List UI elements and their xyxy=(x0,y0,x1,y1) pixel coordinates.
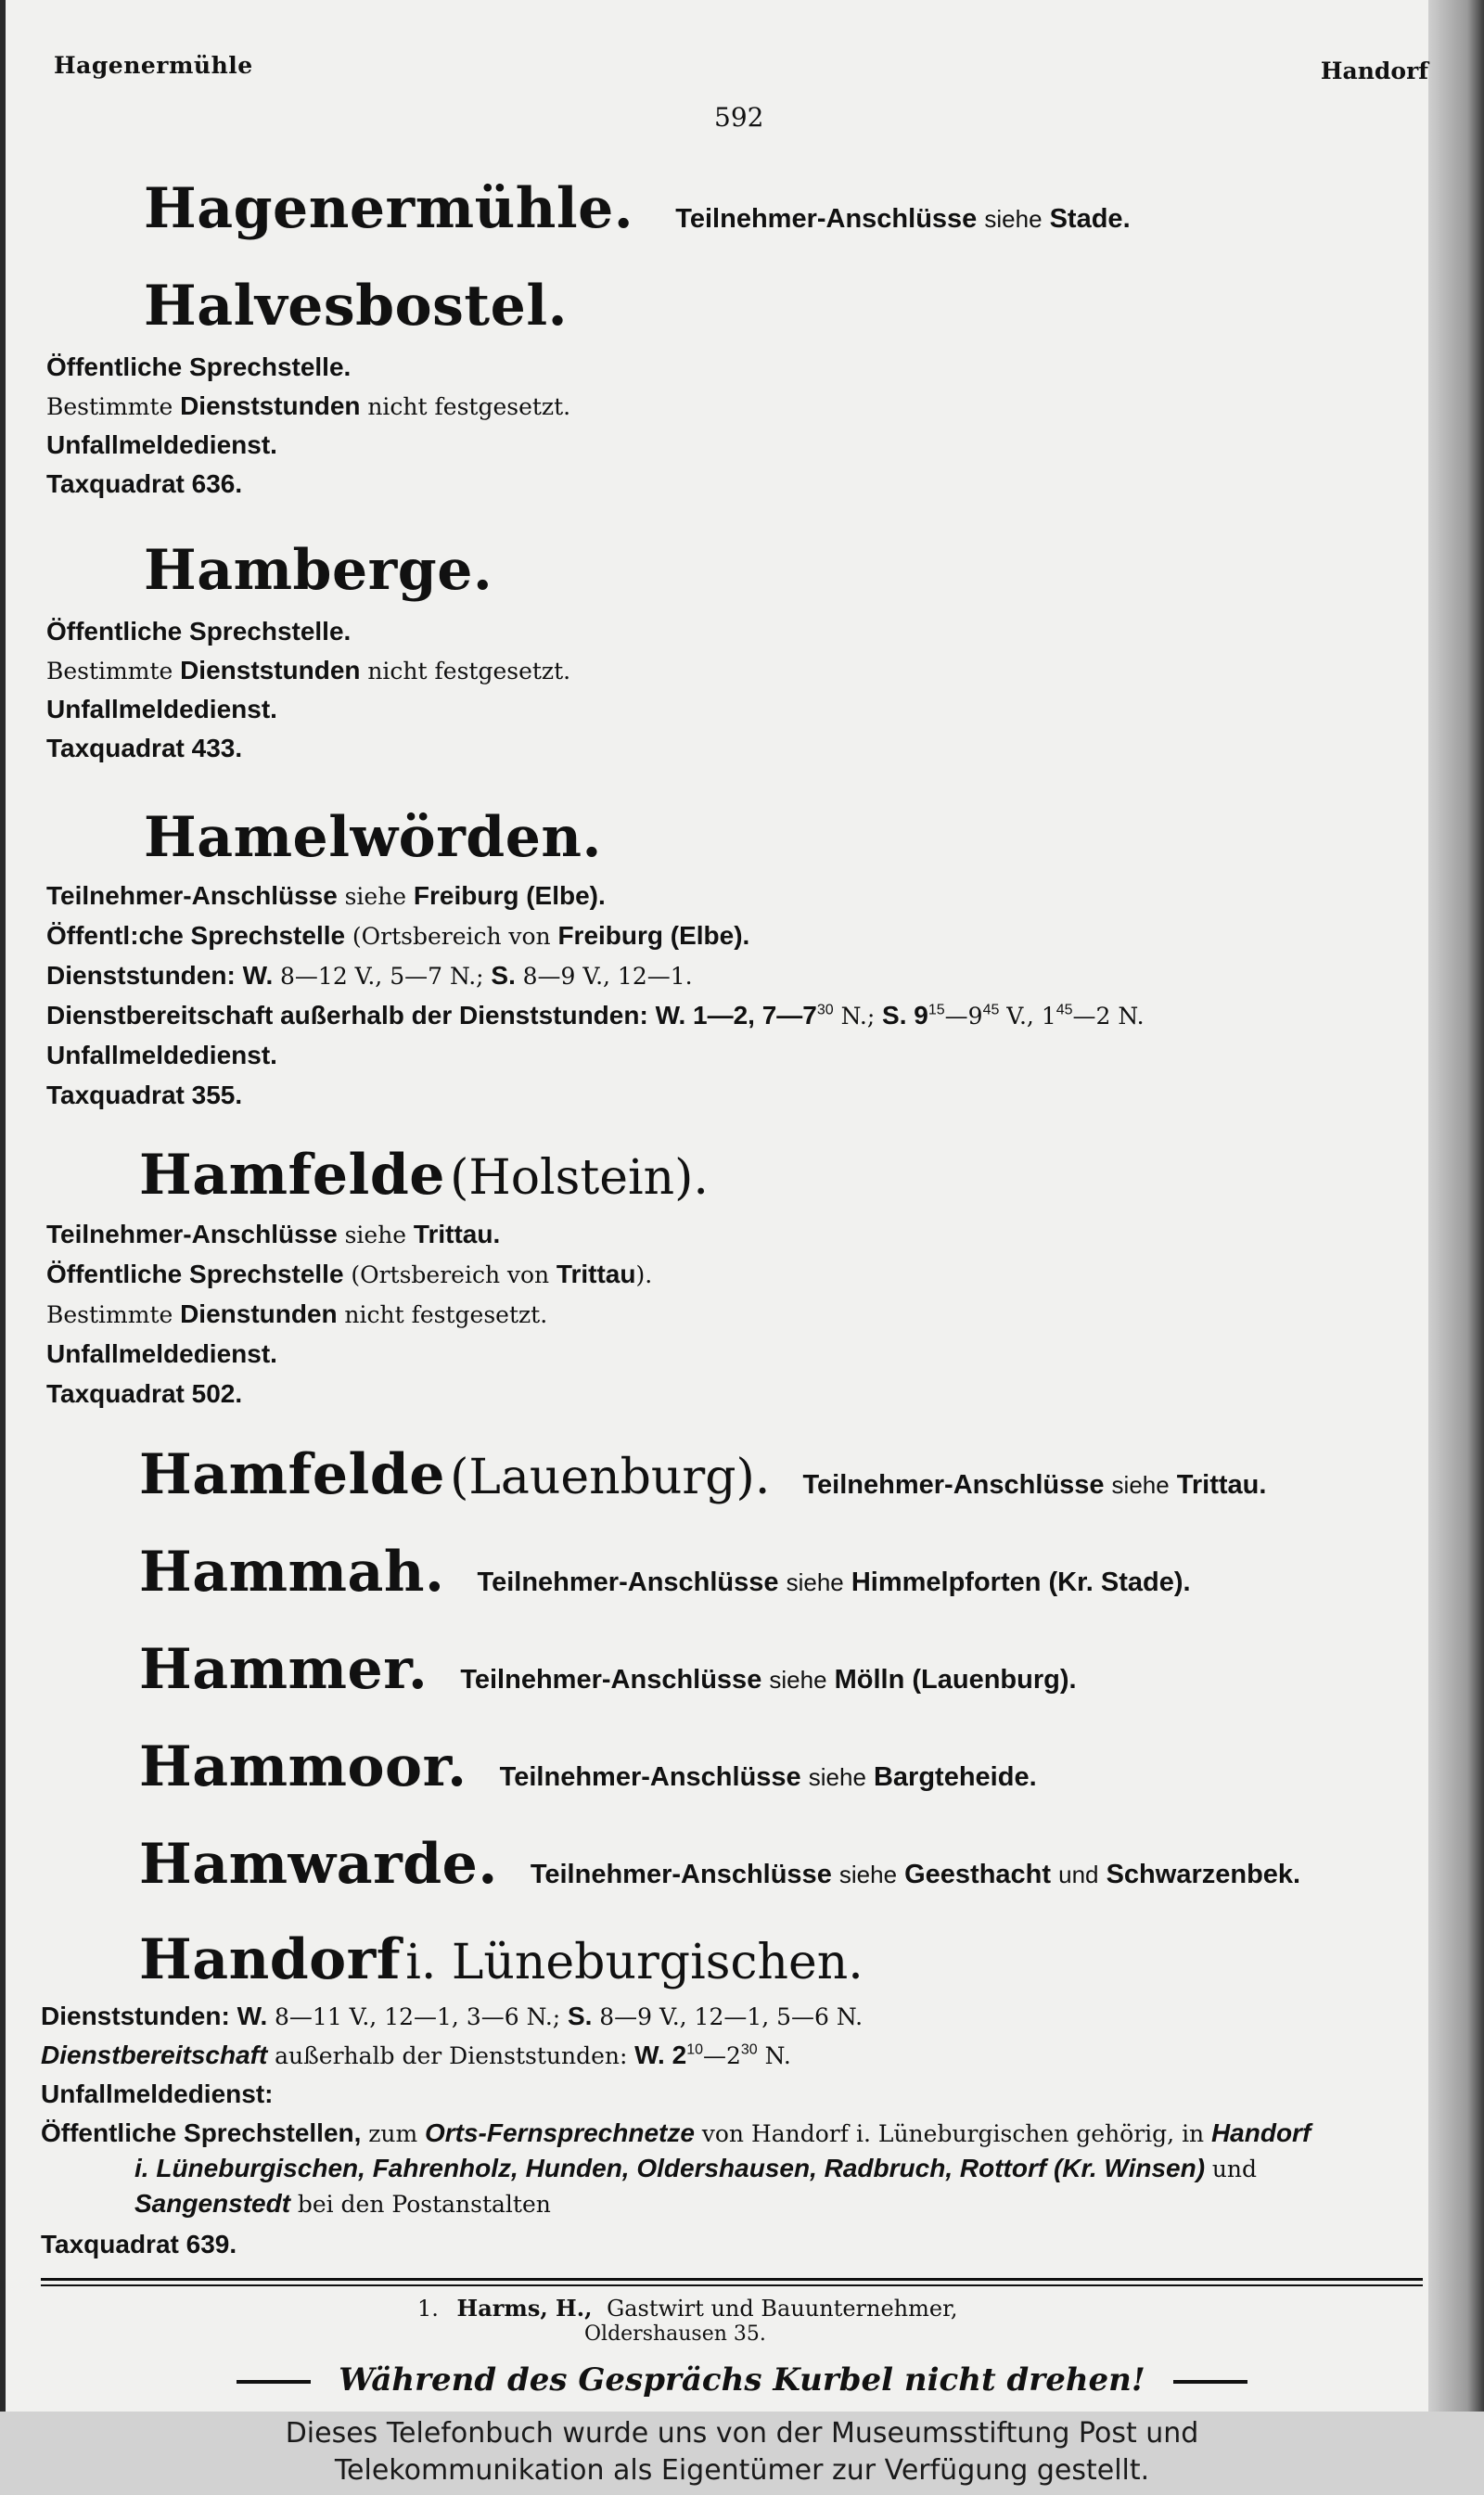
public-phone-line: Öffentliche Sprechstelle (Ortsbereich von Trittau). xyxy=(46,1260,653,1288)
public-phone-line: Öffentliche Sprechstelle. xyxy=(46,352,352,381)
footer-line-1: Dieses Telefonbuch wurde uns von der Museumsstiftung Post und xyxy=(285,2417,1199,2450)
divider-rule xyxy=(41,2278,1423,2281)
service-hours-line: Dienststunden: W. 8—12 V., 5—7 N.; S. 8—9 V., 12—1. xyxy=(46,961,693,990)
tax-square-line: Taxquadrat 502. xyxy=(46,1379,243,1408)
place-name: Halvesbostel. xyxy=(144,274,568,339)
tax-square-line: Taxquadrat 433. xyxy=(46,734,243,762)
footer-line-2: Telekommunikation als Eigentümer zur Verfügung gestellt. xyxy=(334,2454,1150,2487)
accident-service-line: Unfallmeldedienst. xyxy=(46,1041,277,1069)
place-region: (Holstein). xyxy=(450,1150,709,1206)
ref-label: Teilnehmer-Anschlüsse xyxy=(675,204,978,234)
entry-hamberge xyxy=(144,538,493,603)
place-name: Handorf xyxy=(139,1927,402,1992)
reference: Teilnehmer-Anschlüsse siehe Himmelpforten (Kr. Stade). xyxy=(477,1567,1191,1597)
crank-warning: Während des Gesprächs Kurbel nicht drehen! xyxy=(0,2361,1484,2399)
running-header-right: Handorf xyxy=(1320,58,1428,84)
place-region: (Lauenburg). xyxy=(450,1450,771,1505)
public-phones-line-2: i. Lüneburgischen, Fahrenholz, Hunden, Oldershausen, Radbruch, Rottorf (Kr. Winsen) und xyxy=(134,2154,1258,2182)
accident-service-line: Unfallmeldedienst. xyxy=(46,695,277,723)
subscriber-address: Oldershausen 35. xyxy=(584,2322,766,2346)
subscriber-entry: 1. Harms, H., Gastwirt und Bauunternehmer, xyxy=(417,2295,958,2322)
place-name: Hamfelde xyxy=(139,1442,445,1507)
accident-service-line: Unfallmeldedienst. xyxy=(46,430,277,459)
place-name: Hamelwörden. xyxy=(144,805,602,870)
public-phones-line: Öffentliche Sprechstellen, zum Orts-Fernsprechnetze von Handorf i. Lüneburgischen gehörig, in Handorf xyxy=(41,2118,1311,2147)
page-number: 592 xyxy=(714,102,764,133)
scan-edge-left xyxy=(0,0,6,2412)
running-header-left: Hagenermühle xyxy=(54,52,253,79)
tax-square-line: Taxquadrat 636. xyxy=(46,469,243,498)
tax-square-line: Taxquadrat 639. xyxy=(41,2230,237,2258)
service-hours-line: Bestimmte Dienststunden nicht festgesetzt. xyxy=(46,656,571,685)
public-phone-line: Öffentliche Sprechstelle. xyxy=(46,617,352,646)
accident-service-line: Unfallmeldedienst: xyxy=(41,2079,274,2108)
service-hours-line: Dienststunden: W. 8—11 V., 12—1, 3—6 N.; S. 8—9 V., 12—1, 5—6 N. xyxy=(41,2002,864,2030)
subscriber-ref-line: Teilnehmer-Anschlüsse siehe Trittau. xyxy=(46,1220,501,1248)
place-name: Hamfelde xyxy=(139,1143,445,1208)
archive-credit-footer xyxy=(0,2412,1484,2495)
tax-square-line: Taxquadrat 355. xyxy=(46,1081,243,1109)
reference xyxy=(675,204,1130,234)
standby-line: Dienstbereitschaft außerhalb der Dienststunden: W. $2^{10}—2^{30}$ N. xyxy=(41,2041,791,2069)
place-name: Hamberge. xyxy=(144,538,493,603)
entry-hagenermuehle xyxy=(144,176,1131,241)
entry-hammah xyxy=(139,1540,1191,1605)
accident-service-line: Unfallmeldedienst. xyxy=(46,1339,277,1368)
reference: Teilnehmer-Anschlüsse siehe Bargteheide. xyxy=(499,1762,1037,1792)
place-name: Hammah. xyxy=(139,1540,445,1605)
entry-hamwarde xyxy=(139,1832,1300,1897)
service-hours-line: Bestimmte Dienstunden nicht festgesetzt. xyxy=(46,1299,548,1328)
reference: Teilnehmer-Anschlüsse siehe Geesthacht und Schwarzenbek. xyxy=(530,1860,1301,1889)
entry-hammer xyxy=(139,1637,1077,1702)
entry-handorf xyxy=(139,1927,864,1992)
service-hours-line: Bestimmte Dienststunden nicht festgesetzt. xyxy=(46,391,571,420)
ref-siehe: siehe xyxy=(984,205,1043,233)
entry-hammoor xyxy=(139,1734,1037,1799)
standby-line: Dienstbereitschaft außerhalb der Dienststunden: W. 1—2, $7—7^{30}$ N.; S. $9^{15}—9^{45}$ V., $1^{45}—2$ N. xyxy=(46,1001,1145,1030)
ref-place: Stade. xyxy=(1049,204,1131,234)
place-name: Hammer. xyxy=(139,1637,429,1702)
divider-rule xyxy=(41,2284,1423,2286)
public-phone-line: Öffentl:che Sprechstelle (Ortsbereich von Freiburg (Elbe). xyxy=(46,921,750,950)
place-name: Hamwarde. xyxy=(139,1832,498,1897)
place-name: Hagenermühle. xyxy=(144,176,634,241)
entry-halvesbostel xyxy=(144,274,568,339)
public-phones-line-3: Sangenstedt bei den Postanstalten xyxy=(134,2189,551,2218)
entry-hamfelde-holstein xyxy=(139,1143,709,1208)
reference: Teilnehmer-Anschlüsse siehe Trittau. xyxy=(802,1470,1267,1500)
reference: Teilnehmer-Anschlüsse siehe Mölln (Lauenburg). xyxy=(460,1665,1077,1695)
entry-hamfelde-lauenburg xyxy=(139,1442,1266,1507)
place-region: i. Lüneburgischen. xyxy=(405,1935,864,1990)
subscriber-ref-line: Teilnehmer-Anschlüsse siehe Freiburg (Elbe). xyxy=(46,881,606,910)
entry-hamelwoerden xyxy=(144,805,602,870)
place-name: Hammoor. xyxy=(139,1734,467,1799)
scan-edge-right xyxy=(1428,0,1484,2412)
